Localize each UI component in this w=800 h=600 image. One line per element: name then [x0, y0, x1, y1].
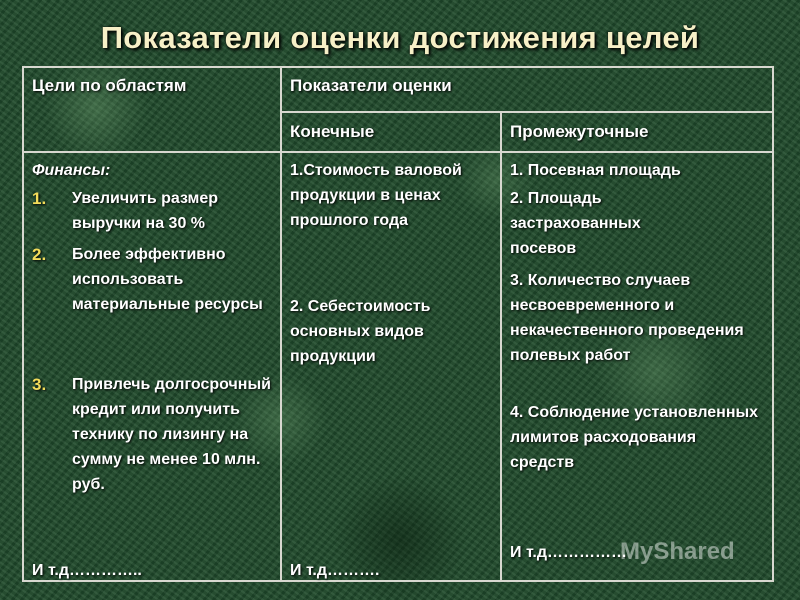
- goal-number: 1.: [32, 189, 47, 208]
- watermark-logo: MyShared: [620, 538, 735, 565]
- grid-subheader-top: [281, 111, 774, 113]
- goals-column: [32, 158, 272, 578]
- goal-item: [32, 186, 282, 236]
- grid-col2: [280, 66, 282, 582]
- final-column: [290, 158, 495, 578]
- intermediate-indicator: 3. Количество случаев несвоевременного и некачественного проведения полевых работ: [510, 272, 744, 364]
- intermediate-indicator: 4. Соблюдение установленных лимитов расходования средств: [510, 404, 759, 471]
- grid-col3: [500, 111, 502, 582]
- grid-body-top: [22, 151, 774, 153]
- header-indicators: Показатели оценки: [290, 76, 452, 95]
- subheader-final: Конечные: [290, 122, 375, 141]
- header-goals: Цели по областям: [32, 76, 187, 95]
- final-etc: И т.д……….: [290, 562, 380, 579]
- goal-text: Более эффективно использовать материальные ресурсы: [72, 246, 263, 313]
- goal-text: Увеличить размер выручки на 30 %: [72, 190, 219, 232]
- grid-right: [772, 66, 774, 582]
- goals-etc: И т.д…………..: [32, 562, 142, 579]
- final-indicator: 1.Стоимость валовой продукции в ценах прошлого года: [290, 162, 462, 229]
- intermediate-column: [510, 158, 765, 578]
- goal-number: 3.: [32, 375, 47, 394]
- goal-item: [32, 242, 282, 317]
- final-indicator: 2. Себестоимость основных видов продукции: [290, 298, 431, 365]
- intermediate-etc: И т.д……………: [510, 544, 627, 561]
- finance-label: Финансы:: [32, 162, 111, 179]
- page-title: Показатели оценки достижения целей: [100, 20, 700, 55]
- intermediate-indicator: 1. Посевная площадь: [510, 162, 681, 179]
- subheader-intermediate: Промежуточные: [510, 122, 649, 141]
- goal-number: 2.: [32, 245, 47, 264]
- grid-top: [22, 66, 774, 68]
- goal-item: [32, 372, 282, 497]
- grid-left: [22, 66, 24, 582]
- intermediate-indicator: 2. Площадь застрахованных посевов: [510, 190, 641, 257]
- goal-text: Привлечь долгосрочный кредит или получить технику по лизингу на сумму не менее 10 млн. руб.: [72, 376, 271, 493]
